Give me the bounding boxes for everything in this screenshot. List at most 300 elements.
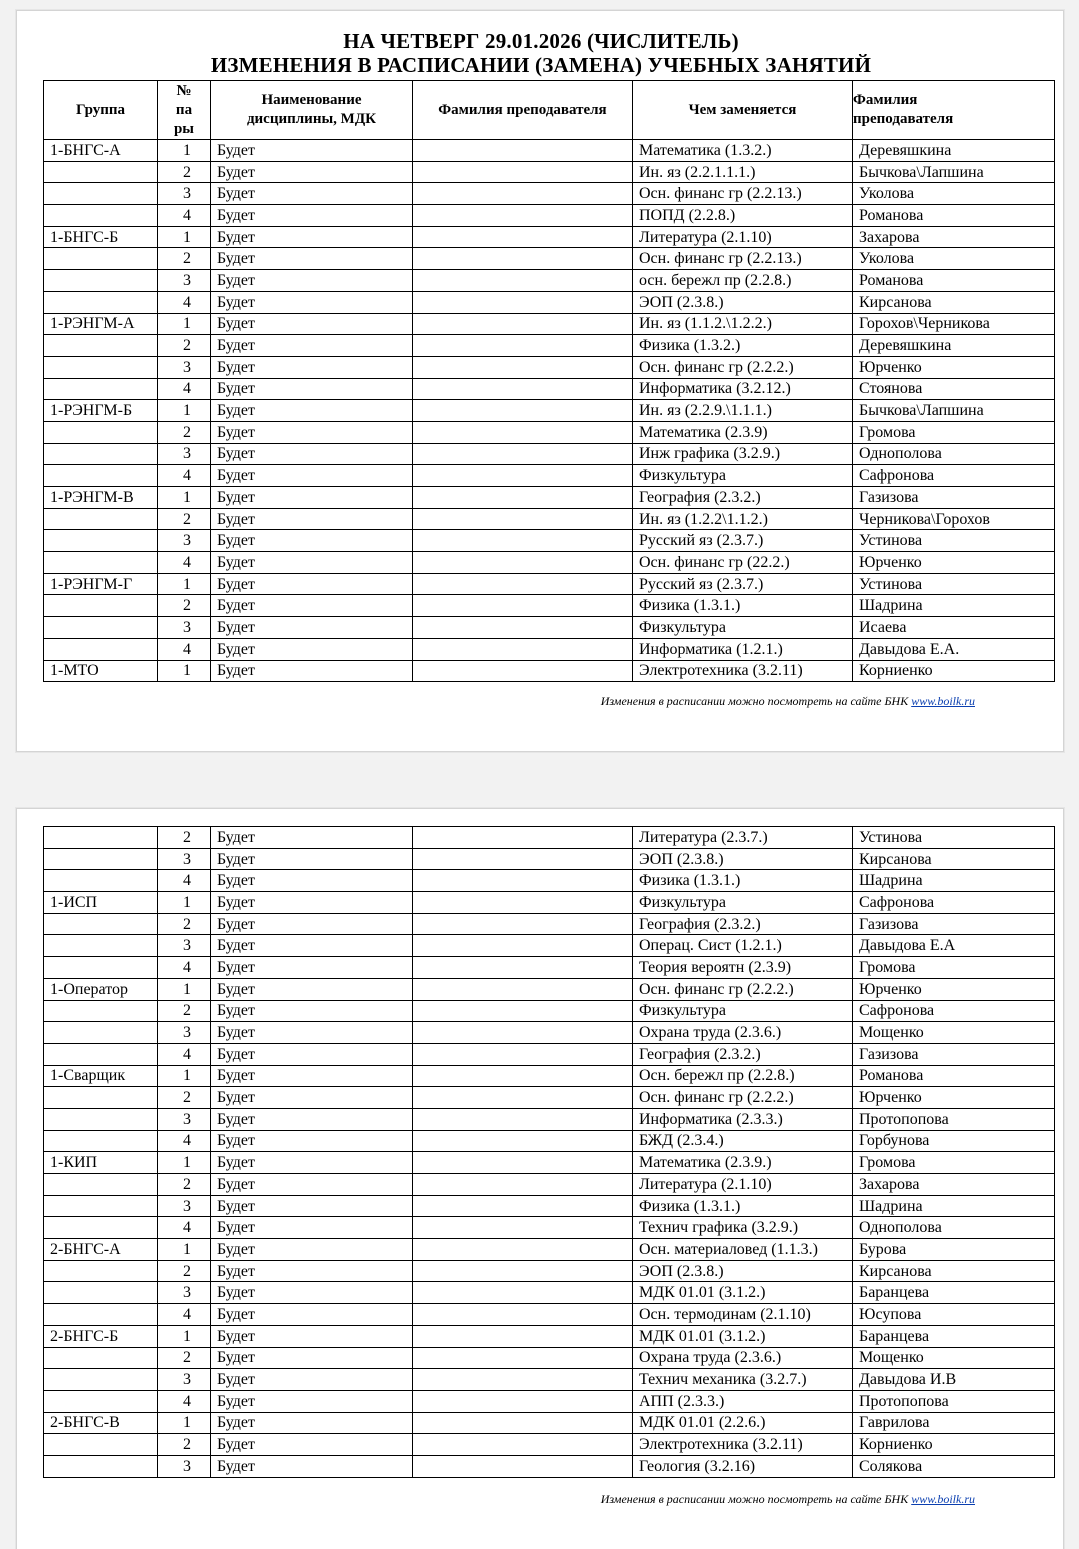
- teacher-cell: [413, 1108, 633, 1130]
- table-row: [44, 1282, 1055, 1304]
- teacher-cell: [413, 1022, 633, 1044]
- new-teacher-cell: Протопопова: [853, 1108, 1055, 1130]
- new-teacher-cell: Однополова: [853, 1217, 1055, 1239]
- teacher-cell: [413, 1195, 633, 1217]
- discipline-cell: Будет: [211, 1369, 413, 1391]
- discipline-cell: Будет: [211, 1347, 413, 1369]
- group-cell: [44, 1174, 158, 1196]
- header-new-teacher-line2: преподавателя: [853, 111, 954, 127]
- new-teacher-cell: Корниенко: [853, 1434, 1055, 1456]
- table-row: [44, 465, 1055, 487]
- group-cell: [44, 1000, 158, 1022]
- pair-number-cell: 1: [158, 1239, 211, 1261]
- header-pair-number: [158, 81, 211, 140]
- pair-number-cell: 1: [158, 1152, 211, 1174]
- new-teacher-cell: Солякова: [853, 1455, 1055, 1477]
- discipline-cell: Будет: [211, 1065, 413, 1087]
- discipline-cell: Будет: [211, 1152, 413, 1174]
- pair-number-cell: 2: [158, 827, 211, 849]
- group-cell: [44, 1347, 158, 1369]
- footer-note: [601, 694, 975, 709]
- group-cell: [44, 1304, 158, 1326]
- group-cell: [44, 935, 158, 957]
- replacement-cell: Литература (2.3.7.): [633, 827, 853, 849]
- table-row: [44, 443, 1055, 465]
- table-row: [44, 573, 1055, 595]
- replacement-cell: МДК 01.01 (3.1.2.): [633, 1325, 853, 1347]
- table-row: [44, 140, 1055, 162]
- new-teacher-cell: Гаврилова: [853, 1412, 1055, 1434]
- teacher-cell: [413, 1217, 633, 1239]
- replacement-cell: Геология (3.2.16): [633, 1455, 853, 1477]
- table-row: [44, 1065, 1055, 1087]
- teacher-cell: [413, 378, 633, 400]
- discipline-cell: Будет: [211, 1390, 413, 1412]
- header-pair-number-line3: ры: [173, 120, 195, 137]
- pair-number-cell: 4: [158, 378, 211, 400]
- discipline-cell: Будет: [211, 161, 413, 183]
- new-teacher-cell: Кирсанова: [853, 848, 1055, 870]
- group-cell: 1-ИСП: [44, 892, 158, 914]
- pair-number-cell: 4: [158, 1043, 211, 1065]
- discipline-cell: Будет: [211, 378, 413, 400]
- new-teacher-cell: Корниенко: [853, 660, 1055, 682]
- new-teacher-cell: Горохов\Черникова: [853, 313, 1055, 335]
- group-cell: 2-БНГС-В: [44, 1412, 158, 1434]
- pair-number-cell: 4: [158, 957, 211, 979]
- pair-number-cell: 2: [158, 913, 211, 935]
- teacher-cell: [413, 552, 633, 574]
- new-teacher-cell: Юрченко: [853, 356, 1055, 378]
- page-subtitle: ИЗМЕНЕНИЯ В РАСПИСАНИИ (ЗАМЕНА) УЧЕБНЫХ ЗАНЯТИЙ: [210, 53, 872, 77]
- group-cell: [44, 1260, 158, 1282]
- pair-number-cell: 4: [158, 1304, 211, 1326]
- table-row: [44, 378, 1055, 400]
- new-teacher-cell: Уколова: [853, 248, 1055, 270]
- discipline-cell: Будет: [211, 595, 413, 617]
- table-row: [44, 617, 1055, 639]
- table-row: [44, 1347, 1055, 1369]
- pair-number-cell: 3: [158, 183, 211, 205]
- teacher-cell: [413, 1455, 633, 1477]
- pair-number-cell: 3: [158, 356, 211, 378]
- new-teacher-cell: Деревяшкина: [853, 140, 1055, 162]
- pair-number-cell: 3: [158, 530, 211, 552]
- pair-number-cell: 2: [158, 1087, 211, 1109]
- pair-number-cell: 2: [158, 421, 211, 443]
- teacher-cell: [413, 660, 633, 682]
- new-teacher-cell: Бычкова\Лапшина: [853, 400, 1055, 422]
- new-teacher-cell: Устинова: [853, 827, 1055, 849]
- table-row: [44, 892, 1055, 914]
- discipline-cell: Будет: [211, 1108, 413, 1130]
- pair-number-cell: 1: [158, 660, 211, 682]
- teacher-cell: [413, 827, 633, 849]
- pair-number-cell: 3: [158, 1455, 211, 1477]
- table-row: [44, 205, 1055, 227]
- teacher-cell: [413, 1325, 633, 1347]
- teacher-cell: [413, 1174, 633, 1196]
- discipline-cell: Будет: [211, 1174, 413, 1196]
- discipline-cell: Будет: [211, 638, 413, 660]
- pair-number-cell: 2: [158, 1434, 211, 1456]
- table-row: [44, 487, 1055, 509]
- new-teacher-cell: Давыдова И.В: [853, 1369, 1055, 1391]
- teacher-cell: [413, 1087, 633, 1109]
- teacher-cell: [413, 421, 633, 443]
- new-teacher-cell: Шадрина: [853, 595, 1055, 617]
- new-teacher-cell: Громова: [853, 957, 1055, 979]
- teacher-cell: [413, 443, 633, 465]
- discipline-cell: Будет: [211, 226, 413, 248]
- teacher-cell: [413, 161, 633, 183]
- group-cell: [44, 957, 158, 979]
- table-row: [44, 1174, 1055, 1196]
- new-teacher-cell: Сафронова: [853, 1000, 1055, 1022]
- new-teacher-cell: Горбунова: [853, 1130, 1055, 1152]
- schedule-table: [43, 80, 1055, 682]
- replacement-cell: Физкультура: [633, 465, 853, 487]
- table-header-row: [44, 81, 1055, 140]
- teacher-cell: [413, 638, 633, 660]
- teacher-cell: [413, 595, 633, 617]
- teacher-cell: [413, 870, 633, 892]
- new-teacher-cell: Кирсанова: [853, 291, 1055, 313]
- group-cell: 1-БНГС-Б: [44, 226, 158, 248]
- teacher-cell: [413, 1369, 633, 1391]
- discipline-cell: Будет: [211, 552, 413, 574]
- table-row: [44, 978, 1055, 1000]
- pair-number-cell: 1: [158, 1412, 211, 1434]
- discipline-cell: Будет: [211, 848, 413, 870]
- discipline-cell: Будет: [211, 1087, 413, 1109]
- header-pair-number-line1: №: [176, 82, 192, 99]
- discipline-cell: Будет: [211, 1304, 413, 1326]
- pair-number-cell: 3: [158, 848, 211, 870]
- new-teacher-cell: Захарова: [853, 1174, 1055, 1196]
- group-cell: [44, 248, 158, 270]
- new-teacher-cell: Романова: [853, 1065, 1055, 1087]
- teacher-cell: [413, 487, 633, 509]
- discipline-cell: Будет: [211, 913, 413, 935]
- replacement-cell: Осн. финанс гр (2.2.2.): [633, 356, 853, 378]
- pair-number-cell: 2: [158, 1347, 211, 1369]
- discipline-cell: Будет: [211, 1130, 413, 1152]
- teacher-cell: [413, 1260, 633, 1282]
- pair-number-cell: 2: [158, 1260, 211, 1282]
- new-teacher-cell: Юрченко: [853, 552, 1055, 574]
- table-row: [44, 827, 1055, 849]
- new-teacher-cell: Баранцева: [853, 1325, 1055, 1347]
- new-teacher-cell: Захарова: [853, 226, 1055, 248]
- discipline-cell: Будет: [211, 508, 413, 530]
- footer-text: Изменения в расписании можно посмотреть на сайте БНК: [600, 1492, 912, 1506]
- pair-number-cell: 2: [158, 161, 211, 183]
- new-teacher-cell: Газизова: [853, 913, 1055, 935]
- teacher-cell: [413, 935, 633, 957]
- pair-number-cell: 3: [158, 443, 211, 465]
- table-row: [44, 870, 1055, 892]
- group-cell: 1-РЭНГМ-Б: [44, 400, 158, 422]
- table-row: [44, 1217, 1055, 1239]
- group-cell: 1-Оператор: [44, 978, 158, 1000]
- table-row: [44, 913, 1055, 935]
- teacher-cell: [413, 978, 633, 1000]
- discipline-cell: Будет: [211, 356, 413, 378]
- discipline-cell: Будет: [211, 248, 413, 270]
- new-teacher-cell: Деревяшкина: [853, 335, 1055, 357]
- group-cell: 1-КИП: [44, 1152, 158, 1174]
- discipline-cell: Будет: [211, 465, 413, 487]
- table-row: [44, 1390, 1055, 1412]
- discipline-cell: Будет: [211, 530, 413, 552]
- group-cell: 1-РЭНГМ-А: [44, 313, 158, 335]
- teacher-cell: [413, 530, 633, 552]
- group-cell: 2-БНГС-Б: [44, 1325, 158, 1347]
- teacher-cell: [413, 1434, 633, 1456]
- header-new-teacher: [853, 81, 1055, 140]
- replacement-cell: Осн. бережл пр (2.2.8.): [633, 1065, 853, 1087]
- pair-number-cell: 4: [158, 1390, 211, 1412]
- replacement-cell: Осн. термодинам (2.1.10): [633, 1304, 853, 1326]
- pair-number-cell: 2: [158, 248, 211, 270]
- discipline-cell: Будет: [211, 270, 413, 292]
- discipline-cell: Будет: [211, 1282, 413, 1304]
- discipline-cell: Будет: [211, 313, 413, 335]
- teacher-cell: [413, 140, 633, 162]
- table-row: [44, 508, 1055, 530]
- group-cell: [44, 1282, 158, 1304]
- discipline-cell: Будет: [211, 205, 413, 227]
- pair-number-cell: 1: [158, 313, 211, 335]
- new-teacher-cell: Мощенко: [853, 1022, 1055, 1044]
- table-row: [44, 270, 1055, 292]
- group-cell: [44, 183, 158, 205]
- site-link[interactable]: www.boilk.ru: [911, 1492, 975, 1506]
- group-cell: [44, 870, 158, 892]
- new-teacher-cell: Юсупова: [853, 1304, 1055, 1326]
- teacher-cell: [413, 1282, 633, 1304]
- group-cell: [44, 1369, 158, 1391]
- pair-number-cell: 1: [158, 226, 211, 248]
- discipline-cell: Будет: [211, 140, 413, 162]
- discipline-cell: Будет: [211, 1195, 413, 1217]
- table-row: [44, 1325, 1055, 1347]
- teacher-cell: [413, 573, 633, 595]
- replacement-cell: Электротехника (3.2.11): [633, 660, 853, 682]
- replacement-cell: География (2.3.2.): [633, 1043, 853, 1065]
- replacement-cell: Охрана труда (2.3.6.): [633, 1347, 853, 1369]
- replacement-cell: Физика (1.3.1.): [633, 1195, 853, 1217]
- table-row: [44, 1152, 1055, 1174]
- new-teacher-cell: Черникова\Горохов: [853, 508, 1055, 530]
- table-row: [44, 1304, 1055, 1326]
- table-row: [44, 1434, 1055, 1456]
- table-row: [44, 638, 1055, 660]
- group-cell: [44, 1195, 158, 1217]
- discipline-cell: Будет: [211, 183, 413, 205]
- pair-number-cell: 2: [158, 508, 211, 530]
- replacement-cell: Охрана труда (2.3.6.): [633, 1022, 853, 1044]
- new-teacher-cell: Устинова: [853, 530, 1055, 552]
- discipline-cell: Будет: [211, 870, 413, 892]
- discipline-cell: Будет: [211, 1022, 413, 1044]
- new-teacher-cell: Юрченко: [853, 1087, 1055, 1109]
- table-row: [44, 226, 1055, 248]
- discipline-cell: Будет: [211, 660, 413, 682]
- discipline-cell: Будет: [211, 617, 413, 639]
- pair-number-cell: 4: [158, 205, 211, 227]
- table-row: [44, 1239, 1055, 1261]
- pair-number-cell: 4: [158, 291, 211, 313]
- replacement-cell: География (2.3.2.): [633, 487, 853, 509]
- discipline-cell: Будет: [211, 335, 413, 357]
- group-cell: [44, 1043, 158, 1065]
- replacement-cell: БЖД (2.3.4.): [633, 1130, 853, 1152]
- pair-number-cell: 4: [158, 552, 211, 574]
- teacher-cell: [413, 1152, 633, 1174]
- group-cell: [44, 1108, 158, 1130]
- new-teacher-cell: Газизова: [853, 1043, 1055, 1065]
- discipline-cell: Будет: [211, 1043, 413, 1065]
- table-row: [44, 335, 1055, 357]
- table-row: [44, 161, 1055, 183]
- pair-number-cell: 1: [158, 487, 211, 509]
- site-link[interactable]: www.boilk.ru: [911, 694, 975, 708]
- pair-number-cell: 1: [158, 140, 211, 162]
- new-teacher-cell: Шадрина: [853, 870, 1055, 892]
- table-row: [44, 1043, 1055, 1065]
- replacement-cell: осн. бережл пр (2.2.8.): [633, 270, 853, 292]
- replacement-cell: ЭОП (2.3.8.): [633, 848, 853, 870]
- new-teacher-cell: Шадрина: [853, 1195, 1055, 1217]
- replacement-cell: Осн. финанс гр (2.2.13.): [633, 248, 853, 270]
- replacement-cell: Технич механика (3.2.7.): [633, 1369, 853, 1391]
- table-row: [44, 1022, 1055, 1044]
- new-teacher-cell: Давыдова Е.А.: [853, 638, 1055, 660]
- pair-number-cell: 1: [158, 400, 211, 422]
- replacement-cell: ЭОП (2.3.8.): [633, 291, 853, 313]
- replacement-cell: Физкультура: [633, 617, 853, 639]
- footer-note: [601, 1492, 975, 1507]
- new-teacher-cell: Давыдова Е.А: [853, 935, 1055, 957]
- pair-number-cell: 3: [158, 1369, 211, 1391]
- replacement-cell: Инж графика (3.2.9.): [633, 443, 853, 465]
- group-cell: 1-РЭНГМ-Г: [44, 573, 158, 595]
- teacher-cell: [413, 508, 633, 530]
- new-teacher-cell: Исаева: [853, 617, 1055, 639]
- new-teacher-cell: Громова: [853, 421, 1055, 443]
- discipline-cell: Будет: [211, 400, 413, 422]
- pair-number-cell: 4: [158, 638, 211, 660]
- document-page-1: [16, 10, 1064, 752]
- new-teacher-cell: Сафронова: [853, 465, 1055, 487]
- discipline-cell: Будет: [211, 291, 413, 313]
- new-teacher-cell: Сафронова: [853, 892, 1055, 914]
- replacement-cell: Операц. Сист (1.2.1.): [633, 935, 853, 957]
- group-cell: 1-РЭНГМ-В: [44, 487, 158, 509]
- pair-number-cell: 4: [158, 1130, 211, 1152]
- schedule-table-continued: [43, 826, 1055, 1478]
- new-teacher-cell: Протопопова: [853, 1390, 1055, 1412]
- replacement-cell: Физика (1.3.2.): [633, 335, 853, 357]
- group-cell: 1-БНГС-А: [44, 140, 158, 162]
- footer-text: Изменения в расписании можно посмотреть на сайте БНК: [600, 694, 912, 708]
- header-discipline: [211, 81, 413, 140]
- table-row: [44, 1108, 1055, 1130]
- teacher-cell: [413, 1347, 633, 1369]
- teacher-cell: [413, 226, 633, 248]
- replacement-cell: Информатика (2.3.3.): [633, 1108, 853, 1130]
- discipline-cell: Будет: [211, 487, 413, 509]
- replacement-cell: Литература (2.1.10): [633, 1174, 853, 1196]
- discipline-cell: Будет: [211, 827, 413, 849]
- replacement-cell: Литература (2.1.10): [633, 226, 853, 248]
- replacement-cell: Электротехника (3.2.11): [633, 1434, 853, 1456]
- header-pair-number-line2: па: [175, 101, 193, 118]
- table-row: [44, 552, 1055, 574]
- new-teacher-cell: Газизова: [853, 487, 1055, 509]
- replacement-cell: География (2.3.2.): [633, 913, 853, 935]
- replacement-cell: Ин. яз (2.2.9.\1.1.1.): [633, 400, 853, 422]
- group-cell: [44, 270, 158, 292]
- replacement-cell: Русский яз (2.3.7.): [633, 530, 853, 552]
- group-cell: [44, 617, 158, 639]
- discipline-cell: Будет: [211, 978, 413, 1000]
- teacher-cell: [413, 617, 633, 639]
- table-row: [44, 957, 1055, 979]
- group-cell: 1-Сварщик: [44, 1065, 158, 1087]
- header-discipline-line1: Наименование: [261, 92, 362, 108]
- header-new-teacher-line1: Фамилия: [853, 92, 918, 108]
- table-row: [44, 660, 1055, 682]
- new-teacher-cell: Кирсанова: [853, 1260, 1055, 1282]
- table-row: [44, 1369, 1055, 1391]
- replacement-cell: Математика (2.3.9.): [633, 1152, 853, 1174]
- teacher-cell: [413, 335, 633, 357]
- group-cell: 1-МТО: [44, 660, 158, 682]
- replacement-cell: Осн. финанс гр (2.2.2.): [633, 1087, 853, 1109]
- table-row: [44, 183, 1055, 205]
- pair-number-cell: 3: [158, 935, 211, 957]
- discipline-cell: Будет: [211, 421, 413, 443]
- replacement-cell: МДК 01.01 (3.1.2.): [633, 1282, 853, 1304]
- discipline-cell: Будет: [211, 1000, 413, 1022]
- teacher-cell: [413, 183, 633, 205]
- group-cell: [44, 335, 158, 357]
- group-cell: [44, 421, 158, 443]
- new-teacher-cell: Романова: [853, 205, 1055, 227]
- new-teacher-cell: Романова: [853, 270, 1055, 292]
- pair-number-cell: 4: [158, 465, 211, 487]
- replacement-cell: Математика (2.3.9): [633, 421, 853, 443]
- discipline-cell: Будет: [211, 443, 413, 465]
- teacher-cell: [413, 1304, 633, 1326]
- teacher-cell: [413, 1000, 633, 1022]
- pair-number-cell: 3: [158, 1108, 211, 1130]
- group-cell: [44, 1087, 158, 1109]
- discipline-cell: Будет: [211, 1455, 413, 1477]
- group-cell: [44, 443, 158, 465]
- teacher-cell: [413, 1130, 633, 1152]
- discipline-cell: Будет: [211, 573, 413, 595]
- replacement-cell: Математика (1.3.2.): [633, 140, 853, 162]
- discipline-cell: Будет: [211, 935, 413, 957]
- replacement-cell: Русский яз (2.3.7.): [633, 573, 853, 595]
- teacher-cell: [413, 205, 633, 227]
- group-cell: [44, 1217, 158, 1239]
- new-teacher-cell: Бурова: [853, 1239, 1055, 1261]
